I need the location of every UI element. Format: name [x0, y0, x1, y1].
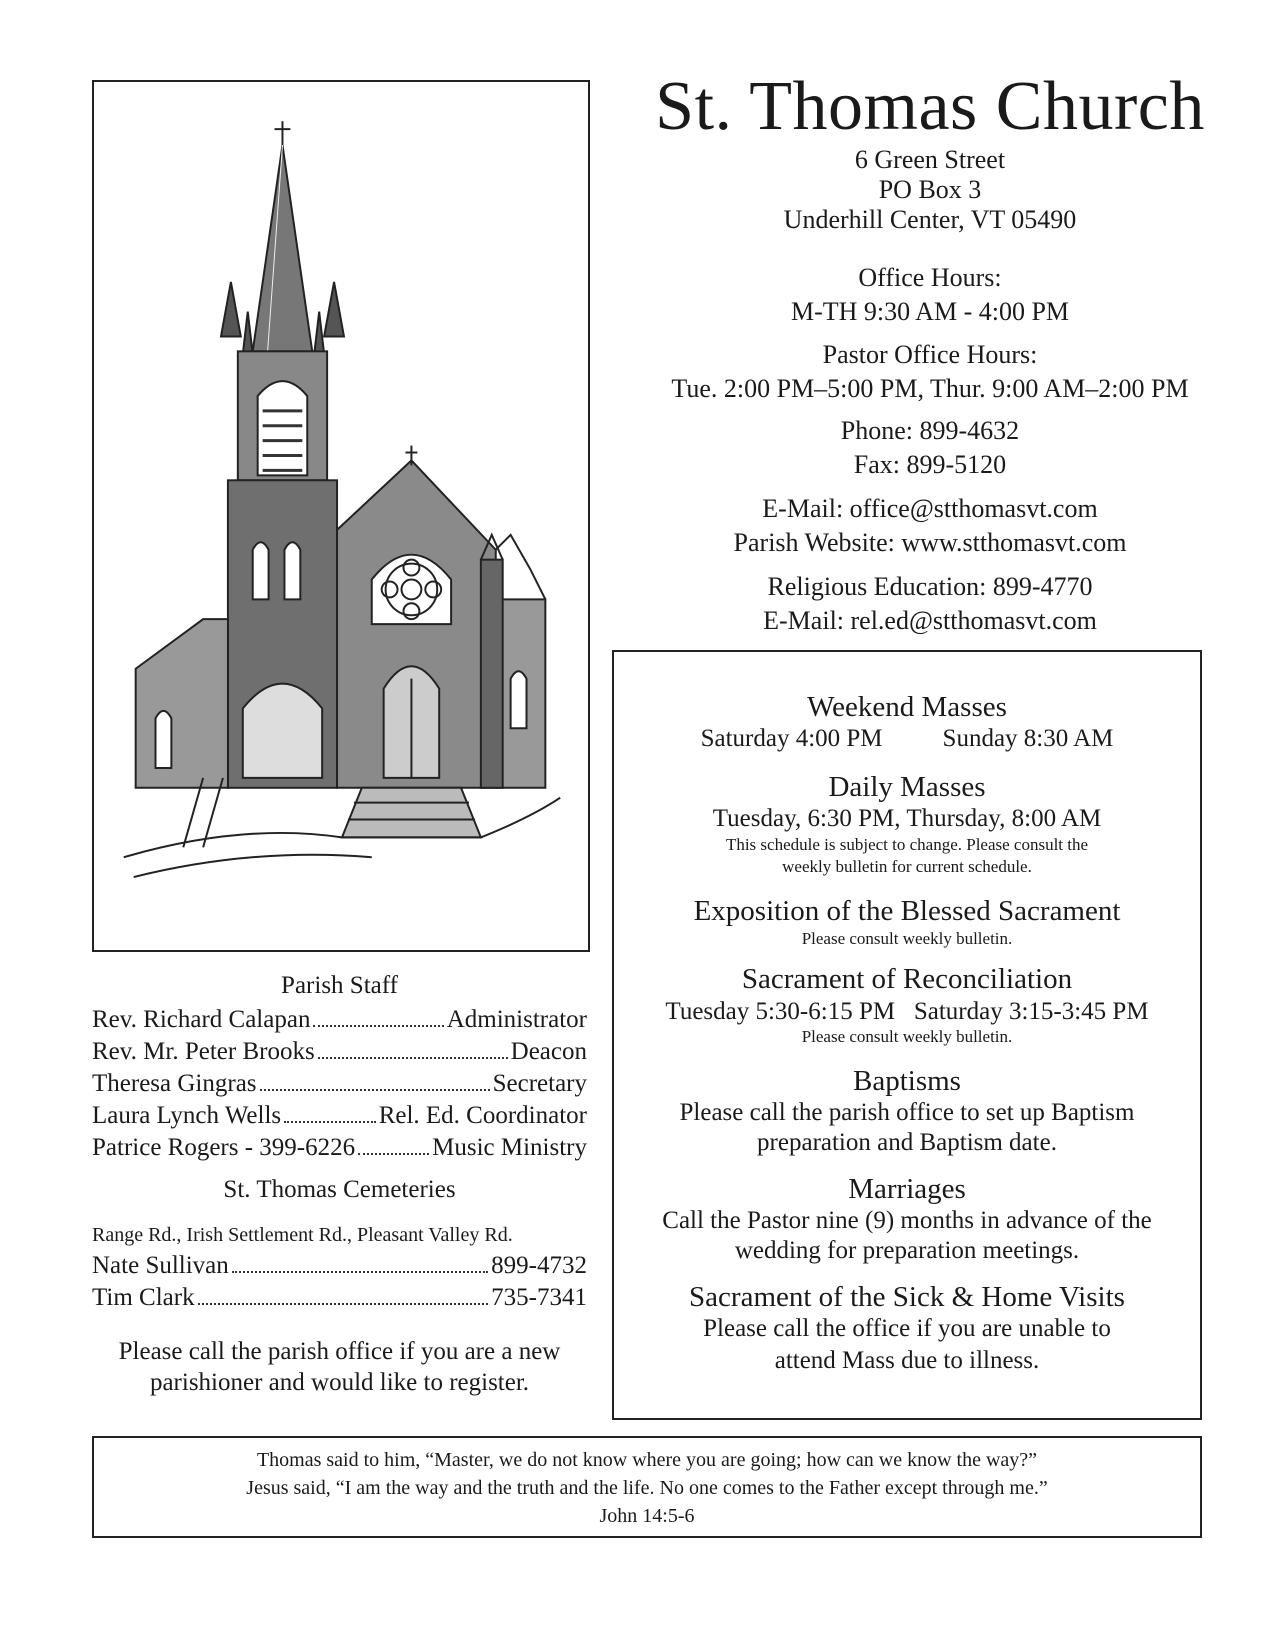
- daily-masses-note: This schedule is subject to change. Please consult the: [725, 835, 1089, 854]
- mass-schedule-box: [612, 650, 1202, 1420]
- marriages-heading: Marriages: [848, 1173, 966, 1205]
- register-note: Please call the parish office if you are a new parishioner and would like to register.: [118, 1338, 561, 1396]
- pastor-hours-block: [600, 340, 1260, 404]
- cemetery-contact-name: Tim Clark: [92, 1284, 195, 1311]
- address-block: [600, 145, 1260, 235]
- daily-masses-heading: Daily Masses: [828, 771, 986, 803]
- dot-leader: [198, 1303, 489, 1305]
- weekend-saturday-time: Saturday 4:00 PM: [700, 725, 883, 752]
- dot-leader: [284, 1121, 376, 1123]
- phone-number: Phone: 899-4632: [840, 416, 1020, 445]
- scripture-quote-box: [92, 1436, 1202, 1538]
- staff-role: Administrator: [446, 1006, 587, 1033]
- sick-visits-heading: Sacrament of the Sick & Home Visits: [689, 1281, 1125, 1313]
- staff-role: Music Ministry: [432, 1134, 587, 1161]
- exposition-heading: Exposition of the Blessed Sacrament: [693, 895, 1121, 927]
- office-hours-block: [600, 263, 1260, 327]
- dot-leader: [260, 1089, 490, 1091]
- staff-name: Rev. Richard Calapan: [92, 1006, 311, 1033]
- office-email[interactable]: E-Mail: office@stthomasvt.com: [762, 494, 1098, 523]
- dot-leader: [318, 1057, 508, 1059]
- weekend-masses-heading: Weekend Masses: [807, 691, 1007, 723]
- pastor-hours-label: Pastor Office Hours:: [822, 340, 1038, 369]
- cemetery-contact-phone: 735-7341: [491, 1284, 587, 1311]
- marriages-text: wedding for preparation meetings.: [734, 1237, 1080, 1264]
- staff-row: [92, 1004, 587, 1036]
- office-hours-label: Office Hours:: [858, 263, 1002, 292]
- address-line: 6 Green Street: [854, 145, 1006, 174]
- staff-name: Laura Lynch Wells: [92, 1102, 282, 1129]
- weekend-sunday-time: Sunday 8:30 AM: [942, 725, 1114, 752]
- parish-staff-heading: Parish Staff: [281, 972, 398, 999]
- daily-masses-times: Tuesday, 6:30 PM, Thursday, 8:00 AM: [712, 805, 1102, 832]
- staff-name: Patrice Rogers - 399-6226: [92, 1134, 356, 1161]
- dot-leader: [232, 1271, 488, 1273]
- baptisms-text: preparation and Baptism date.: [757, 1129, 1057, 1156]
- church-name-title: St. Thomas Church: [655, 68, 1205, 145]
- pastor-hours-value: Tue. 2:00 PM–5:00 PM, Thur. 9:00 AM–2:00 PM: [671, 374, 1189, 403]
- marriages-text: Call the Pastor nine (9) months in advance of the: [662, 1207, 1152, 1234]
- religious-ed-email[interactable]: E-Mail: rel.ed@stthomasvt.com: [763, 606, 1097, 635]
- cemeteries-roads: Range Rd., Irish Settlement Rd., Pleasant Valley Rd.: [92, 1224, 513, 1246]
- dot-leader: [358, 1153, 429, 1155]
- reconciliation-heading: Sacrament of Reconciliation: [741, 963, 1073, 995]
- religious-ed-phone: Religious Education: 899-4770: [767, 572, 1093, 601]
- sick-visits-text: Please call the office if you are unable to: [703, 1315, 1111, 1342]
- reconciliation-times: Tuesday 5:30-6:15 PM Saturday 3:15-3:45 PM: [665, 998, 1149, 1025]
- quote-citation: John 14:5-6: [599, 1505, 695, 1527]
- parish-website[interactable]: Parish Website: www.stthomasvt.com: [733, 528, 1127, 557]
- cemetery-contact-name: Nate Sullivan: [92, 1252, 229, 1279]
- dot-leader: [313, 1025, 443, 1027]
- staff-name: Rev. Mr. Peter Brooks: [92, 1038, 315, 1065]
- cemeteries-heading: St. Thomas Cemeteries: [223, 1176, 456, 1203]
- cemetery-contact-row: [92, 1250, 587, 1282]
- staff-name: Theresa Gingras: [92, 1070, 257, 1097]
- email-website-block: [600, 492, 1260, 560]
- address-line: Underhill Center, VT 05490: [783, 205, 1077, 234]
- quote-line: Jesus said, “I am the way and the truth and the life. No one comes to the Father except through me.”: [246, 1477, 1048, 1499]
- staff-row: [92, 1068, 587, 1100]
- baptisms-text: Please call the parish office to set up Baptism: [679, 1099, 1135, 1126]
- quote-line: Thomas said to him, “Master, we do not know where you are going; how can we know the way?”: [256, 1449, 1038, 1471]
- office-hours-value: M-TH 9:30 AM - 4:00 PM: [790, 297, 1070, 326]
- church-illustration-frame: [92, 80, 590, 952]
- cemetery-contact-row: [92, 1282, 587, 1314]
- phone-fax-block: [600, 414, 1260, 482]
- weekend-masses-times: [614, 724, 1200, 754]
- fax-number: Fax: 899-5120: [853, 450, 1007, 479]
- staff-role: Rel. Ed. Coordinator: [378, 1102, 587, 1129]
- staff-row: [92, 1132, 587, 1164]
- address-line: PO Box 3: [878, 175, 982, 204]
- church-illustration: [94, 82, 588, 950]
- parish-staff-section: [92, 970, 587, 1398]
- staff-role: Deacon: [510, 1038, 587, 1065]
- daily-masses-note: weekly bulletin for current schedule.: [782, 857, 1032, 876]
- baptisms-heading: Baptisms: [853, 1065, 961, 1097]
- exposition-note: Please consult weekly bulletin.: [801, 929, 1013, 948]
- cemetery-contact-phone: 899-4732: [491, 1252, 587, 1279]
- religious-ed-block: [600, 570, 1260, 638]
- reconciliation-note: Please consult weekly bulletin.: [801, 1027, 1013, 1046]
- sick-visits-text: attend Mass due to illness.: [774, 1347, 1040, 1374]
- staff-row: [92, 1036, 587, 1068]
- staff-row: [92, 1100, 587, 1132]
- staff-role: Secretary: [492, 1070, 587, 1097]
